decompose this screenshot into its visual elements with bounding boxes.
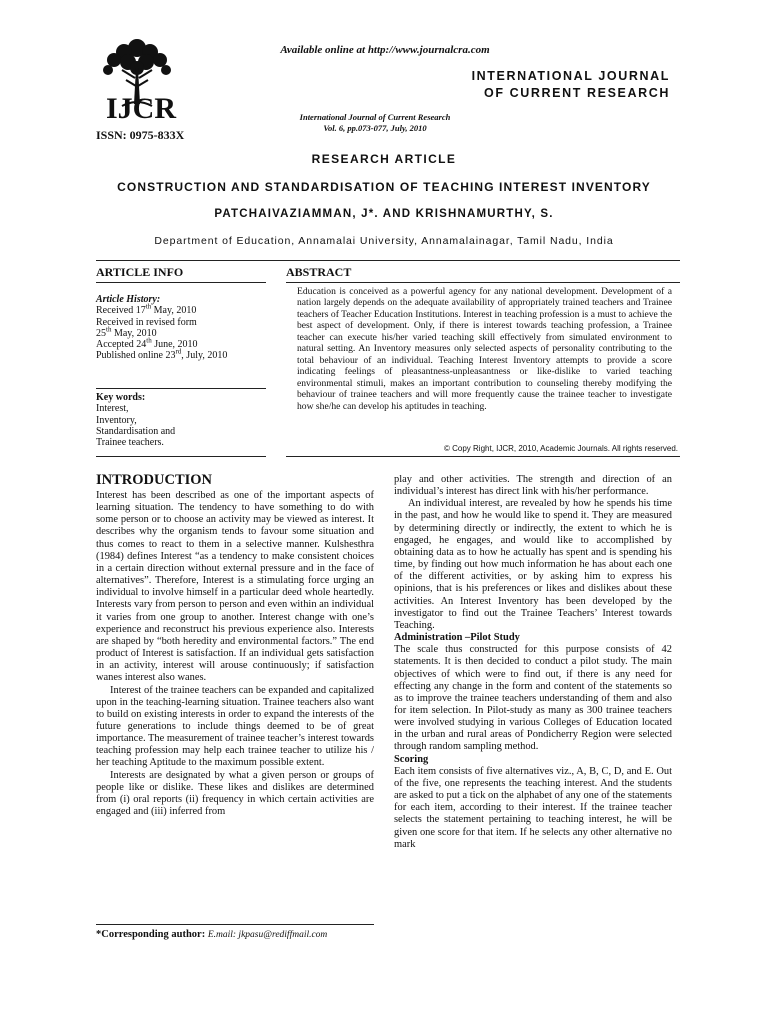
keyword: Interest, bbox=[96, 403, 129, 415]
pilot-study-heading: Administration –Pilot Study bbox=[394, 632, 520, 644]
keyword: Standardisation and bbox=[96, 425, 176, 437]
divider bbox=[96, 388, 266, 389]
divider bbox=[96, 456, 266, 457]
left-column bbox=[96, 490, 374, 818]
journal-title-line2: OF CURRENT RESEARCH bbox=[484, 86, 670, 100]
abstract-heading: ABSTRACT bbox=[286, 265, 352, 279]
history-line: Accepted 24th June, 2010 bbox=[96, 336, 198, 351]
authors: PATCHAIVAZIAMMAN, J*. AND KRISHNAMURTHY, S. bbox=[214, 208, 554, 220]
introduction-heading: INTRODUCTION bbox=[96, 472, 213, 488]
corresponding-author bbox=[96, 929, 327, 940]
right-column bbox=[394, 474, 672, 851]
keywords bbox=[96, 392, 266, 448]
tree-icon bbox=[92, 34, 182, 126]
article-info-heading: ARTICLE INFO bbox=[96, 265, 184, 279]
journal-title-line1: INTERNATIONAL JOURNAL bbox=[471, 69, 670, 83]
paragraph: Each item consists of five alternatives viz., A, B, C, D, and E. Out of the five, one represents the teaching interest. And the students are asked to put a tick on the alphabet of any one of the statements for each item, according to their interest. If the trainee teacher selects the statement pertaining to teaching interest, he will be given one score for that item. If he selects any other alternative no mark bbox=[394, 765, 672, 850]
volume-info: Vol. 6, pp.073-077, July, 2010 bbox=[323, 123, 427, 133]
paragraph: An individual interest, are revealed by how he spends his time in the past, and how he would like to spend it. They are measured by determining directly or indirectly, the extent to which he is engaged, he engages, and would like to accomplished by obtaining data as to how he actually has spent and is spending his time, by finding out how much information he has about each one of the different activities, or by asking him to express his opinions, that is his preferences or likes and dislikes about these activities. An Interest Inventory has been developed by the investigator to find out the Trainee Teachers’ Interest towards Teaching. bbox=[394, 498, 672, 631]
paragraph: play and other activities. The strength and direction of an individual’s interest has direct link with his/her performance. bbox=[394, 474, 672, 498]
journal-title bbox=[472, 68, 670, 102]
journal-logo bbox=[92, 34, 182, 126]
history-line: Received in revised form bbox=[96, 316, 197, 328]
journal-name: International Journal of Current Research bbox=[299, 112, 451, 122]
paragraph: Interest of the trainee teachers can be expanded and capitalized upon in the teaching-learning situation. Trainee teachers also want to build on existing interests in order to expand the interests of the future generations to include things deemed to be of great importance. The measurement of trainee teacher’s interest towards teaching profession may help each trainee teacher to utilize his / her teaching Aptitude to the maximum possible extent. bbox=[96, 684, 374, 769]
scoring-heading: Scoring bbox=[394, 753, 429, 765]
keyword: Trainee teachers. bbox=[96, 437, 164, 449]
divider bbox=[96, 282, 266, 283]
author-email[interactable]: E.mail: jkpasu@rediffmail.com bbox=[207, 930, 328, 940]
journal-citation bbox=[270, 112, 480, 134]
divider bbox=[286, 456, 680, 457]
paragraph: Interests are designated by what a given person or groups of people like or dislike. These likes and dislikes are determined from (i) oral reports (ii) frequency in which certain activities are engaged and (iii) inferred from bbox=[96, 769, 374, 818]
history-line: Published online 23rd, July, 2010 bbox=[96, 348, 228, 362]
paragraph: Interest has been described as one of the important aspects of learning situation. The tendency to have something to do with some person or to choose an activity may be viewed as interest. It describes why the organism tends to favour some situation and thus comes to react to them in a selective manner. Kulshesthra (1984) defines Interest “as a tendency to make consistent choices in a certain direction without external pressure and in the face of alternatives”. Therefore, Interest is a stimulating force urging an individual to involve himself in a particular deed whole heartedly. Interests vary from person to person and even within an individual it varies from one group to another. Interest change with one’s experience and reconstruct his previous experience also. Interests are shaped by “both heredity and environmental factors.” The end product of Interest is satisfaction. If an individual gets satisfaction in an activity, interest will arouse continuously; if satisfaction wanes interest also wanes. bbox=[96, 490, 374, 684]
article-type: RESEARCH ARTICLE bbox=[311, 152, 457, 166]
divider bbox=[96, 260, 680, 261]
paragraph: The scale thus constructed for this purpose consists of 42 statements. It is then decided to conduct a pilot study. The main objectives of which were to find out, if there is any need for effecting any change in the form and content of the statements so as to improve the trainee teachers understanding of them and also for item selection. In Pilot-study as many as 300 trainee teachers were involved studying in various Colleges of Education located in the urban and rural areas of Pondicherry Region were selected through random sampling method. bbox=[394, 644, 672, 753]
divider bbox=[286, 282, 680, 283]
logo-letters: IJCR bbox=[106, 92, 177, 125]
footnote-divider bbox=[96, 924, 374, 925]
issn: ISSN: 0975-833X bbox=[96, 128, 185, 142]
available-online[interactable]: Available online at http://www.journalcra.com bbox=[280, 44, 490, 56]
history-line: Received 17th May, 2010 bbox=[96, 302, 197, 317]
history-line: 25th May, 2010 bbox=[96, 325, 157, 339]
affiliation: Department of Education, Annamalai University, Annamalainagar, Tamil Nadu, India bbox=[154, 235, 614, 247]
article-history bbox=[96, 294, 266, 362]
abstract-text: Education is conceived as a powerful agency for any national development. Development of a nation largely depends on the adequate availability of appropriately trained teachers and Trainee teachers of Teacher Education Institutions. Interest in teaching profession is a must to achieve the best aspect of development. Only, if there is interest towards teaching profession, a Trainee teacher can execute his/her varied teaching skill effectively from simulated environment to natural setting. An Inventory measures only selected aspects of personality contributing to the total behaviour of an individual. Teaching Interest Inventory attempts to provide a score indicating feelings of pleasantness-unpleasantness or like-dislike to varied teaching environmental stimuli, makes an important contribution to counseling thereby modifying the behaviour of trainee teachers and will more frequently cause the trainee teacher to investigate how she/he can develop his aptitudes in teaching. bbox=[297, 286, 672, 412]
corresponding-author-label: *Corresponding author: bbox=[96, 929, 206, 940]
article-history-label: Article History: bbox=[96, 294, 161, 305]
keywords-label: Key words: bbox=[96, 392, 146, 403]
paper-title: CONSTRUCTION AND STANDARDISATION OF TEACHING INTEREST INVENTORY bbox=[117, 180, 651, 194]
copyright: © Copy Right, IJCR, 2010, Academic Journals. All rights reserved. bbox=[444, 444, 678, 453]
keyword: Inventory, bbox=[96, 414, 137, 426]
